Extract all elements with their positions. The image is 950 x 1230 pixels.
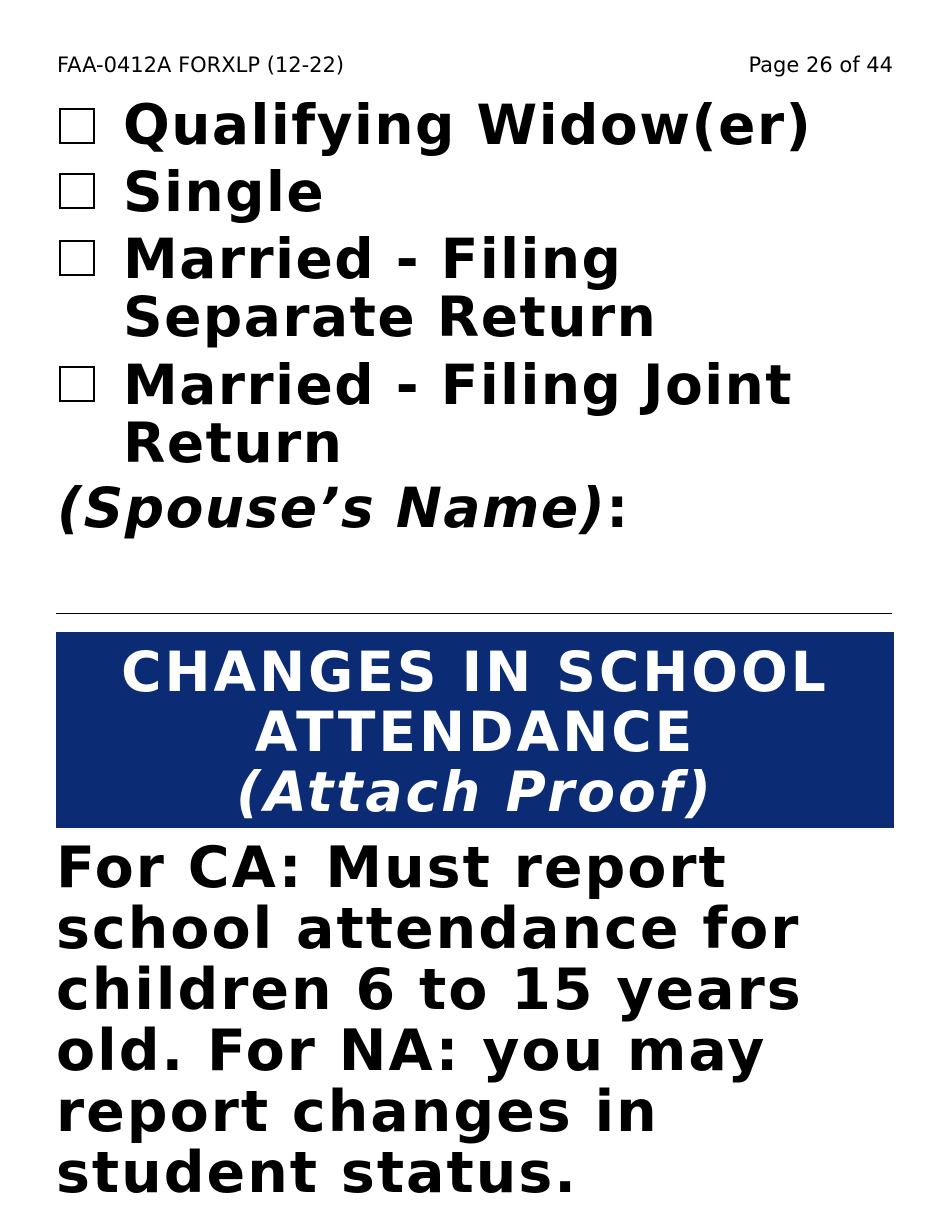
section-header-banner bbox=[56, 632, 894, 828]
spouse-name-text: (Spouse’s Name) bbox=[57, 476, 607, 540]
section-title-line2: ATTENDANCE bbox=[254, 700, 696, 764]
checkbox-married-joint[interactable] bbox=[59, 366, 95, 402]
filing-option-label: Married - Filing Joint Return bbox=[123, 353, 794, 475]
filing-option-label: Single bbox=[123, 160, 326, 224]
section-instructions: For CA: Must report school attendance for children 6 to 15 years old. For NA: you may report changes in student status. bbox=[56, 835, 803, 1206]
section-subtitle: (Attach Proof) bbox=[236, 760, 714, 824]
spouse-name-colon: : bbox=[606, 476, 630, 540]
section-title-line1: CHANGES IN SCHOOL bbox=[121, 640, 829, 704]
checkbox-married-separate[interactable] bbox=[59, 240, 95, 276]
page-number: Page 26 of 44 bbox=[748, 53, 893, 77]
form-id: FAA-0412A FORXLP (12-22) bbox=[57, 53, 345, 77]
spouse-name-label bbox=[57, 478, 630, 538]
checkbox-qualifying-widower[interactable] bbox=[59, 108, 95, 144]
filing-option-label: Married - Filing Separate Return bbox=[123, 227, 658, 349]
checkbox-single[interactable] bbox=[59, 173, 95, 209]
filing-option-label: Qualifying Widow(er) bbox=[123, 93, 813, 157]
spouse-name-field-line[interactable] bbox=[56, 613, 892, 614]
